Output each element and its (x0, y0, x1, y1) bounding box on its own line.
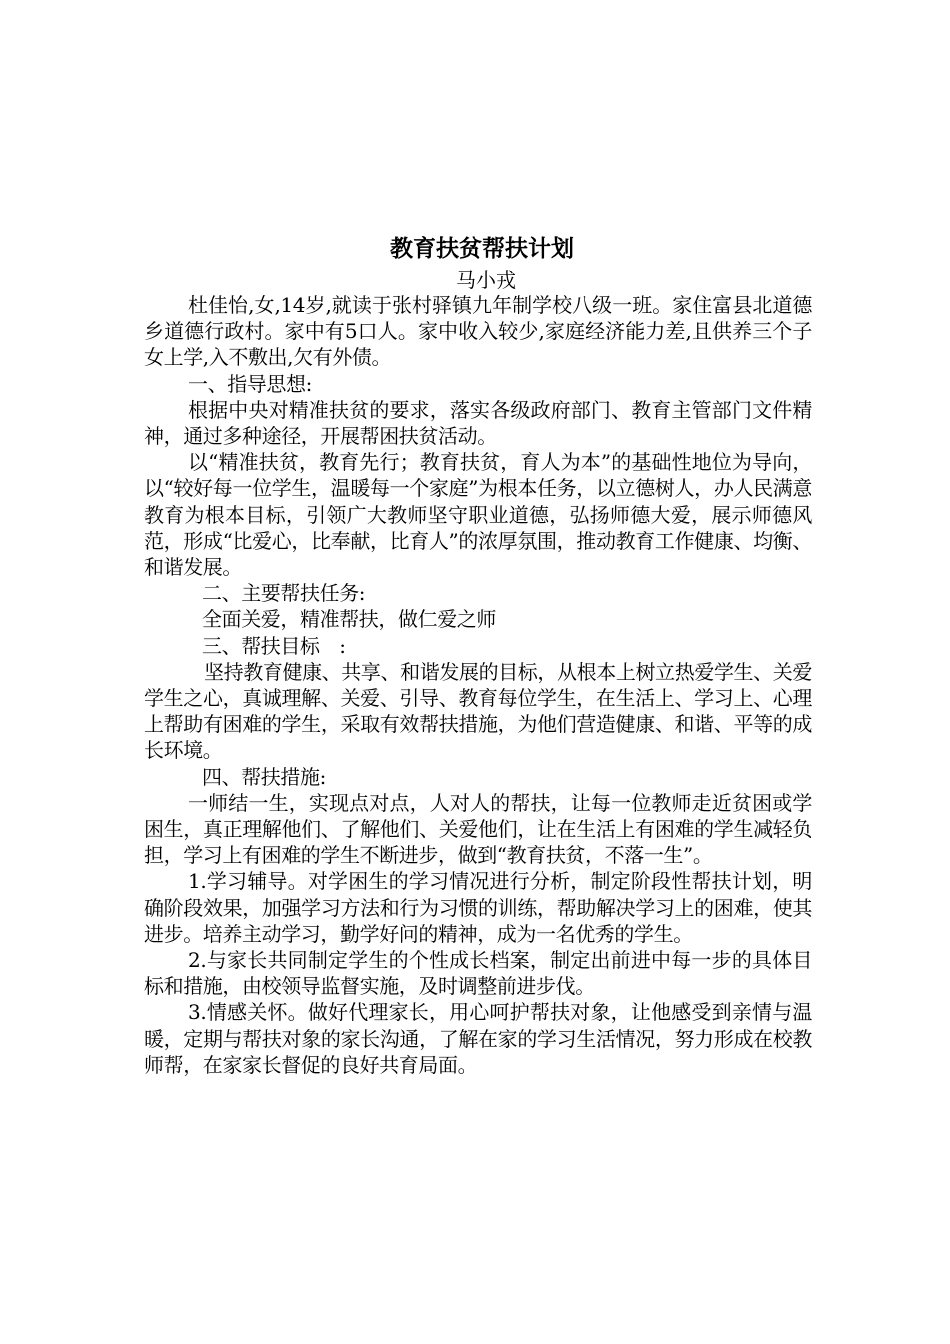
document-page (144, 233, 812, 1078)
paragraph-main-tasks: 全面关爱，精准帮扶，做仁爱之师 (202, 607, 496, 632)
section-heading-guiding-thought: 一、指导思想: (188, 371, 312, 396)
section-heading-goals: 三、帮扶目标 : (202, 633, 346, 658)
paragraph-goals: 坚持教育健康、共享、和谐发展的目标，从根本上树立热爱学生、关爱学生之心，真诚理解、关爱、引导、教育每位学生，在生活上、学习上、心理上帮助有困难的学生，采取有效帮扶措施，为他们营造健康、和谐、平等的成长环境。 (144, 659, 812, 763)
paragraph-guiding-orientation: 以“精准扶贫，教育先行；教育扶贫，育人为本”的基础性地位为导向，以“较好每一位学生，温暖每一个家庭”为根本任务，以立德树人，办人民满意教育为根本目标，引领广大教师坚守职业道德，弘扬师德大爱，展示师德风范，形成“比爱心，比奉献，比育人”的浓厚氛围，推动教育工作健康、均衡、和谐发展。 (144, 450, 812, 580)
document-title: 教育扶贫帮扶计划 (390, 236, 574, 262)
paragraph-measure-growth-file: 2.与家长共同制定学生的个性成长档案，制定出前进中每一步的具体目标和措施，由校领导监督实施，及时调整前进步伐。 (144, 948, 812, 999)
paragraph-measures-intro: 一师结一生，实现点对点，人对人的帮扶，让每一位教师走近贫困或学困生，真正理解他们、了解他们、关爱他们，让在生活上有困难的学生减轻负担，学习上有困难的学生不断进步，做到“教育扶贫，不落一生”。 (144, 790, 812, 868)
section-heading-main-tasks: 二、主要帮扶任务: (202, 581, 366, 606)
section-heading-measures: 四、帮扶措施: (202, 764, 326, 789)
paragraph-guiding-basis: 根据中央对精准扶贫的要求，落实各级政府部门、教育主管部门文件精神，通过多种途径，开展帮困扶贫活动。 (144, 397, 812, 449)
paragraph-measure-emotional-care: 3.情感关怀。做好代理家长，用心呵护帮扶对象，让他感受到亲情与温暖，定期与帮扶对象的家长沟通，了解在家的学习生活情况，努力形成在校教师帮，在家家长督促的良好共育局面。 (144, 1000, 812, 1077)
document-author: 马小戎 (456, 268, 516, 292)
paragraph-measure-study-tutoring: 1.学习辅导。对学困生的学习情况进行分析，制定阶段性帮扶计划，明确阶段效果，加强学习方法和行为习惯的训练，帮助解决学习上的困难，使其进步。培养主动学习，勤学好问的精神，成为一名优秀的学生。 (144, 869, 812, 946)
paragraph-student-info: 杜佳怡,女,14岁,就读于张村驿镇九年制学校八级一班。家住富县北道德乡道德行政村。家中有5口人。家中收入较少,家庭经济能力差,且供养三个子女上学,入不敷出,欠有外债。 (144, 293, 812, 370)
